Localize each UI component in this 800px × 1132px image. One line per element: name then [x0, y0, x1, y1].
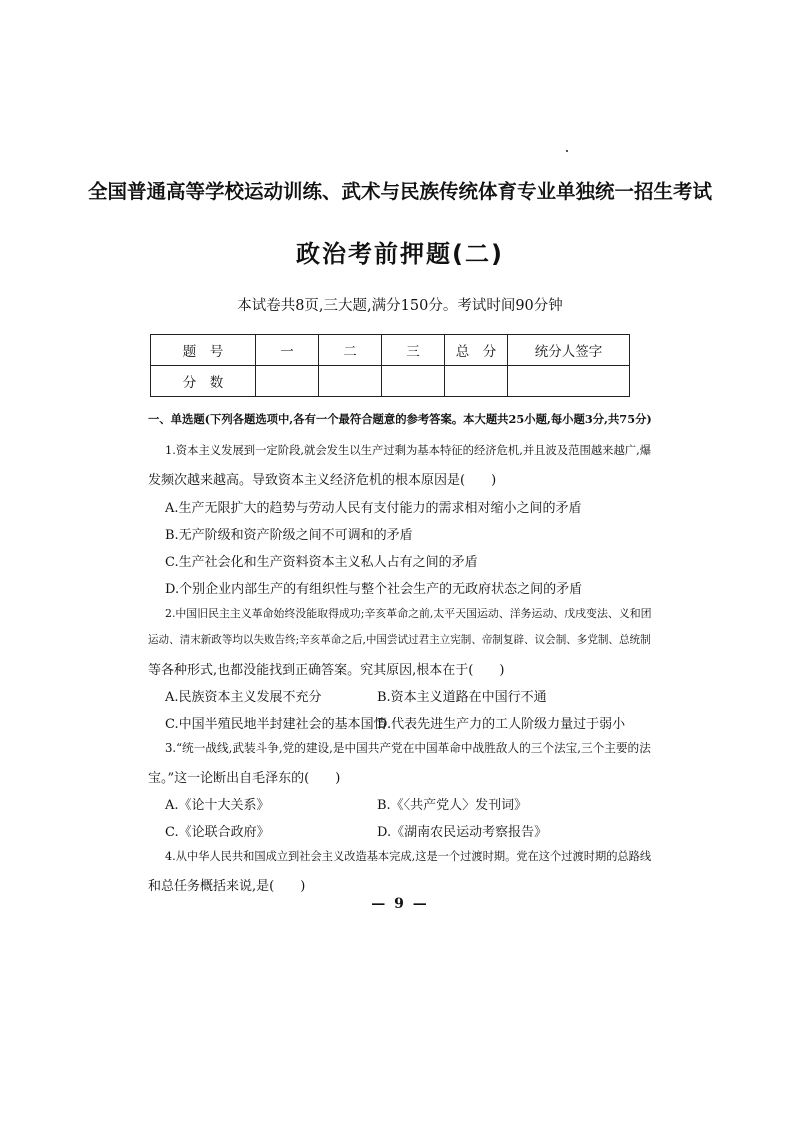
question-2-option-a: A.民族资本主义发展不充分 [165, 690, 322, 705]
page-number: — 9 — [371, 896, 429, 912]
score-cell [508, 366, 630, 397]
question-2-option-c: C.中国半殖民地半封建社会的基本国情 [165, 717, 387, 732]
question-3-line-2: 宝。”这一论断出自毛泽东的( ) [148, 771, 341, 786]
score-table-column: 一 [256, 335, 319, 366]
scan-speck [566, 150, 568, 152]
question-3-option-d: D.《湖南农民运动考察报告》 [377, 825, 548, 840]
question-4-line-2: 和总任务概括来说,是( ) [148, 879, 306, 894]
question-3-line-1: 3.“统一战线,武装斗争,党的建设,是中国共产党在中国革命中战胜敌人的三个法宝,三个主要的法 [165, 741, 651, 755]
score-table-header-row [151, 335, 630, 366]
score-table [150, 334, 630, 397]
score-table-row-header: 分 数 [151, 366, 256, 397]
exam-title: 全国普通高等学校运动训练、武术与民族传统体育专业单独统一招生考试 [87, 180, 712, 203]
section-heading: 一、单选题(下列各题选项中,各有一个最符合题意的参考答案。本大题共25小题,每小题3分,共75分) [148, 412, 652, 426]
question-2-line-2: 运动、清末新政等均以失败告终;辛亥革命之后,中国尝试过君主立宪制、帝制复辟、议会制、多党制、总统制 [148, 634, 651, 646]
question-3-option-a: A.《论十大关系》 [165, 798, 270, 813]
question-1-option-b: B.无产阶级和资产阶级之间不可调和的矛盾 [165, 528, 413, 543]
score-table-column: 统分人签字 [508, 335, 630, 366]
question-1-option-c: C.生产社会化和生产资料资本主义私人占有之间的矛盾 [165, 555, 478, 570]
question-2-line-1: 2.中国旧民主主义革命始终没能取得成功;辛亥革命之前,太平天国运动、洋务运动、戊戌变法、义和团 [165, 607, 652, 620]
exam-info: 本试卷共8页,三大题,满分150分。考试时间90分钟 [237, 298, 563, 314]
score-table-row-header: 题 号 [151, 335, 256, 366]
score-cell [256, 366, 319, 397]
question-1-line-2: 发频次越来越高。导致资本主义经济危机的根本原因是( ) [148, 473, 497, 488]
score-table-column: 三 [382, 335, 445, 366]
score-cell [445, 366, 508, 397]
question-4-line-1: 4.从中华人民共和国成立到社会主义改造基本完成,这是一个过渡时期。党在这个过渡时期的总路线 [165, 850, 652, 863]
question-2-line-3: 等各种形式,也都没能找到正确答案。究其原因,根本在于( ) [148, 663, 505, 678]
paper-title: 政治考前押题(二) [296, 240, 504, 268]
question-1-option-a: A.生产无限扩大的趋势与劳动人民有支付能力的需求相对缩小之间的矛盾 [165, 501, 582, 516]
score-cell [319, 366, 382, 397]
question-1-line-1: 1.资本主义发展到一定阶段,就会发生以生产过剩为基本特征的经济危机,并且波及范围越来越广,爆 [165, 443, 652, 457]
score-table-score-row [151, 366, 630, 397]
question-2-option-b: B.资本主义道路在中国行不通 [377, 690, 547, 705]
score-table-column: 二 [319, 335, 382, 366]
question-2-option-d: D.代表先进生产力的工人阶级力量过于弱小 [377, 717, 626, 732]
question-3-option-b: B.《〈共产党人〉发刊词》 [377, 798, 528, 813]
question-1-option-d: D.个别企业内部生产的有组织性与整个社会生产的无政府状态之间的矛盾 [165, 582, 583, 597]
score-table-column: 总 分 [445, 335, 508, 366]
score-cell [382, 366, 445, 397]
question-3-option-c: C.《论联合政府》 [165, 825, 270, 840]
